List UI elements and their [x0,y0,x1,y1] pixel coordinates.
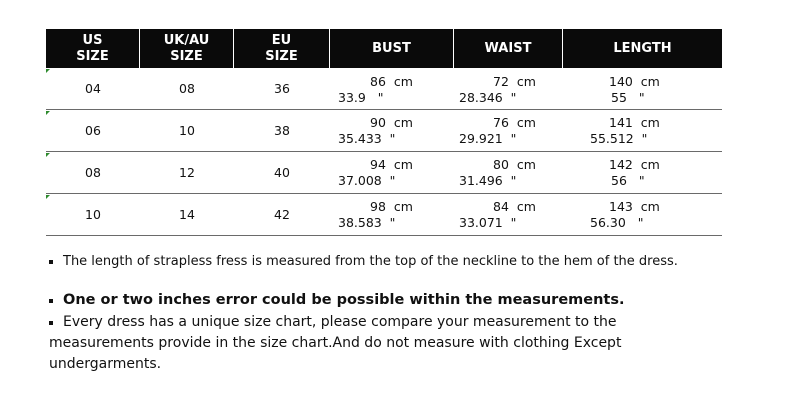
cell-length [563,194,722,235]
length-inches: 55 " [611,90,645,105]
table-header [46,29,722,68]
note1-text: The length of strapless fress is measured from the top of the neckline to the hem of the dress. [63,254,678,269]
length-inches: 55.512 " [590,131,648,146]
header-us-line1: US [82,32,103,48]
waist-cm: 84 cm [493,199,536,214]
note-compare-measurements [49,312,649,375]
header-waist [454,29,563,68]
cell-us-size: 08 [85,165,101,180]
cell-uk-size: 12 [179,165,195,180]
header-eu-line2: SIZE [265,48,298,64]
bust-cm: 86 cm [370,74,413,89]
cell-us-size: 10 [85,207,101,222]
header-bust [330,29,454,68]
header-length-label: LENGTH [613,40,672,56]
cell-waist [454,110,563,151]
cell-waist [454,68,563,109]
bust-cm: 98 cm [370,199,413,214]
note3-text: Every dress has a unique size chart, please compare your measurement to the measurements provide in the size chart.And do not measure with clothing Except undergarments. [49,314,622,372]
cell-bust [330,68,454,109]
cell-bust [330,152,454,193]
note2-text: One or two inches error could be possible within the measurements. [63,292,625,308]
cell-waist [454,194,563,235]
length-inches: 56.30 " [590,215,644,230]
header-us-line2: SIZE [76,48,109,64]
header-bust-label: BUST [372,40,411,56]
cell-uk-size: 10 [179,123,195,138]
table-row [46,152,722,194]
waist-cm: 76 cm [493,115,536,130]
bust-inches: 33.9 " [338,90,384,105]
note-error-margin [49,292,625,308]
note-strapless-length [49,254,678,269]
header-eu-line1: EU [271,32,292,48]
bullet-icon [49,299,53,303]
bust-inches: 38.583 " [338,215,396,230]
waist-inches: 28.346 " [459,90,517,105]
cell-length [563,152,722,193]
header-uk-line2: SIZE [170,48,203,64]
cell-length [563,110,722,151]
header-eu-size [234,29,330,68]
length-cm: 141 cm [609,115,660,130]
table-row [46,68,722,110]
cell-length [563,68,722,109]
header-length [563,29,722,68]
length-cm: 142 cm [609,157,660,172]
header-us-size [46,29,140,68]
bullet-icon [49,321,53,325]
cell-eu-size: 42 [274,207,290,222]
waist-inches: 31.496 " [459,173,517,188]
size-chart-table [46,29,722,236]
table-row [46,110,722,152]
bust-cm: 90 cm [370,115,413,130]
cell-uk-size: 14 [179,207,195,222]
waist-inches: 29.921 " [459,131,517,146]
header-uk-line1: UK/AU [163,32,210,48]
cell-bust [330,194,454,235]
bust-inches: 37.008 " [338,173,396,188]
waist-inches: 33.071 " [459,215,517,230]
cell-eu-size: 36 [274,81,290,96]
cell-eu-size: 40 [274,165,290,180]
bullet-icon [49,260,53,264]
waist-cm: 80 cm [493,157,536,172]
header-waist-label: WAIST [484,40,532,56]
bust-inches: 35.433 " [338,131,396,146]
cell-us-size: 06 [85,123,101,138]
waist-cm: 72 cm [493,74,536,89]
cell-eu-size: 38 [274,123,290,138]
length-cm: 140 cm [609,74,660,89]
length-cm: 143 cm [609,199,660,214]
cell-bust [330,110,454,151]
cell-us-size: 04 [85,81,101,96]
table-row [46,194,722,236]
cell-waist [454,152,563,193]
bust-cm: 94 cm [370,157,413,172]
cell-uk-size: 08 [179,81,195,96]
length-inches: 56 " [611,173,645,188]
header-uk-au-size [140,29,234,68]
